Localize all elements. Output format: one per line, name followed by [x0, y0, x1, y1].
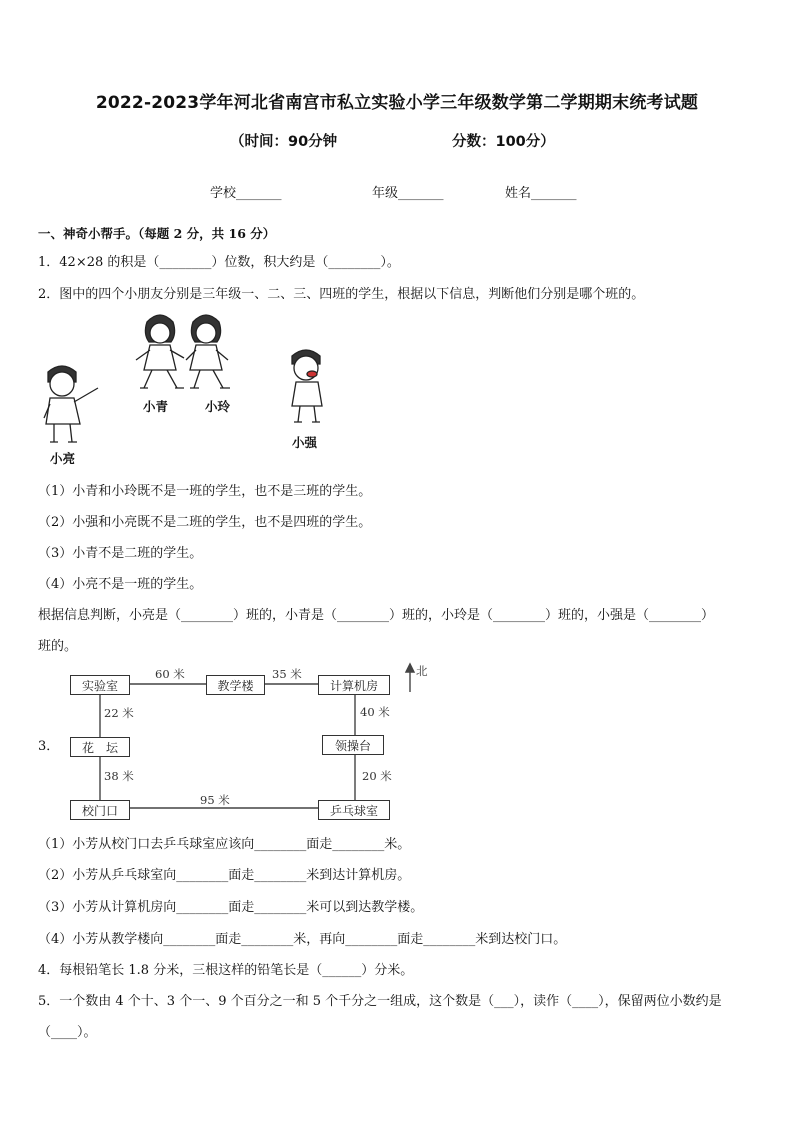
exam-score: 分数：100分） [452, 134, 555, 150]
exam-time: （时间：90分钟 [230, 134, 338, 150]
clue-2: （2）小强和小亮既不是二班的学生，也不是四班的学生。 [38, 515, 372, 530]
question-2-answer-line-2: 班的。 [38, 639, 78, 654]
question-3-item-4: （4）小芳从教学楼向________面走________米，再向________面走________米到达校门口。 [38, 932, 567, 947]
place-table-tennis-room: 乒乓球室 [318, 800, 390, 820]
label-xiaoqiang: 小强 [292, 435, 318, 450]
question-3-number: 3． [38, 739, 60, 754]
section-heading: 一、神奇小帮手。（每题 2 分，共 16 分） [38, 226, 276, 241]
child-xiaoliang-figure [44, 366, 98, 442]
grade-field: 年级_______ [372, 186, 444, 201]
child-xiaoqing-figure [136, 315, 184, 388]
question-5: 5．一个数由 4 个十、3 个一、9 个百分之一和 5 个千分之一组成，这个数是（___），读作（____），保留两位小数约是 [38, 994, 722, 1009]
question-3-item-3: （3）小芳从计算机房向________面走________米可以到达教学楼。 [38, 900, 424, 915]
question-3-item-2: （2）小芳从乒乓球室向________面走________米到达计算机房。 [38, 868, 411, 883]
name-field: 姓名_______ [505, 186, 577, 201]
clue-4: （4）小亮不是一班的学生。 [38, 577, 203, 592]
clue-3: （3）小青不是二班的学生。 [38, 546, 203, 561]
child-xiaoling-figure [186, 315, 230, 388]
distance-label: 40 米 [360, 705, 390, 719]
place-podium: 领操台 [322, 735, 384, 755]
place-flower-bed: 花 坛 [70, 737, 130, 757]
distance-label: 22 米 [104, 706, 134, 720]
distance-label: 38 米 [104, 769, 134, 783]
question-2-answer-line: 根据信息判断，小亮是（________）班的，小青是（________）班的，小玲是（________）班的，小强是（________） [38, 608, 715, 623]
child-xiaoqiang-figure [292, 350, 322, 422]
label-xiaoqing: 小青 [143, 399, 169, 414]
question-2-stem: 2．图中的四个小朋友分别是三年级一、二、三、四班的学生，根据以下信息，判断他们分别是哪个班的。 [38, 287, 645, 302]
north-label: 北 [416, 664, 428, 678]
question-3-item-1: （1）小芳从校门口去乒乓球室应该向________面走________米。 [38, 837, 411, 852]
clue-1: （1）小青和小玲既不是一班的学生，也不是三班的学生。 [38, 484, 372, 499]
school-field: 学校_______ [210, 186, 282, 201]
question-4: 4．每根铅笔长 1.8 分米，三根这样的铅笔长是（______）分米。 [38, 963, 414, 978]
question-1: 1．42×28 的积是（________）位数，积大约是（________）。 [38, 255, 400, 270]
page-title: 2022-2023学年河北省南宫市私立实验小学三年级数学第二学期期末统考试题 [95, 93, 699, 113]
label-xiaoliang: 小亮 [50, 451, 76, 466]
distance-label: 35 米 [272, 667, 302, 681]
place-lab: 实验室 [70, 675, 130, 695]
label-xiaoling: 小玲 [205, 399, 231, 414]
distance-label: 95 米 [200, 793, 230, 807]
distance-label: 20 米 [362, 769, 392, 783]
distance-label: 60 米 [155, 667, 185, 681]
place-computer-room: 计算机房 [318, 675, 390, 695]
question-5-line-2: （____）。 [38, 1025, 97, 1040]
place-school-gate: 校门口 [70, 800, 130, 820]
place-teaching-building: 教学楼 [206, 675, 265, 695]
